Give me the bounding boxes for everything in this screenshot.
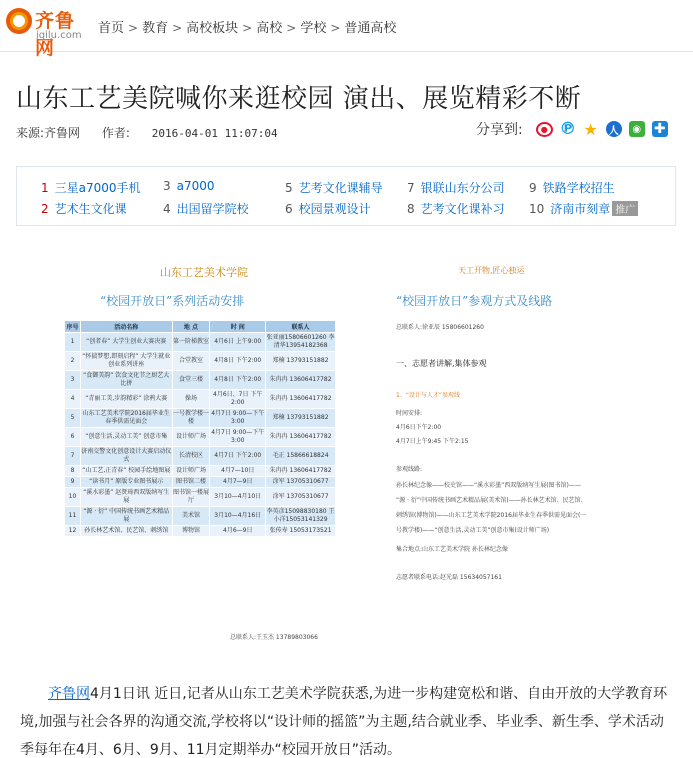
- table-cell: 4月8日 下午2:00: [210, 371, 266, 390]
- table-cell: 4月6日 上午9:00: [210, 333, 266, 352]
- table-cell: 长清校区: [172, 447, 210, 466]
- table-cell: 4月7—10日: [210, 466, 266, 477]
- breadcrumb-separator: >: [286, 21, 297, 35]
- table-cell: 李英彦15098830180 王小洋15053141329: [266, 507, 336, 526]
- table-cell: 4: [65, 390, 81, 409]
- table-row: [65, 447, 336, 466]
- table-row: [65, 333, 336, 352]
- table-cell: “食御美韵” 饮食文化节之厨艺大比拼: [80, 371, 172, 390]
- poster-contact: 总联系人:王玉杰 13789803066: [230, 634, 318, 641]
- share-label: 分享到:: [476, 122, 523, 138]
- route-info-line: 孙长林纪念像——校史馆——“溪水彩墨”西双版纳写生展(图书馆)——: [396, 482, 581, 489]
- route-info-line: 一、志愿者讲解,集体参观: [396, 359, 487, 368]
- rank-number: 6: [285, 202, 293, 216]
- related-link-text[interactable]: 艺考文化课辅导: [298, 181, 383, 195]
- table-cell: 11: [65, 507, 81, 526]
- related-link[interactable]: [163, 179, 215, 193]
- paragraph-text: 4月1日讯 近日,记者从山东工艺美术学院获悉,为进一步构建宽松和谐、自由开放的大学教育环境,加强与社会各界的沟通交流,学校将以“设计师的摇篮”为主题,结合就业季、毕业季、新生季、学术活动季每年在4月、6月、9月、11月定期举办“校园开放日”活动。: [20, 686, 668, 758]
- table-cell: 图书馆二楼: [172, 477, 210, 488]
- table-cell: “怀揣梦想,即刻启程” 大学生就业创业系列讲座: [80, 352, 172, 371]
- related-link[interactable]: [41, 179, 141, 196]
- table-cell: 美术馆: [172, 507, 210, 526]
- rank-number: 5: [285, 181, 293, 195]
- rank-number: 3: [163, 179, 171, 193]
- table-cell: 4月7—9日: [210, 477, 266, 488]
- table-cell: 9: [65, 477, 81, 488]
- table-cell: 3: [65, 371, 81, 390]
- table-cell: 图书馆一楼展厅: [172, 488, 210, 507]
- route-info-line: “源 · 衍”中国传统书画艺术精品展(美术馆)——孙长林艺术馆、民艺馆、: [396, 497, 587, 504]
- table-cell: 第一阶梯教室: [172, 333, 210, 352]
- related-link-text[interactable]: 校园景观设计: [298, 202, 371, 216]
- logo-text: 齐鲁网: [35, 10, 76, 59]
- table-cell: 4月8日 下午2:00: [210, 352, 266, 371]
- table-cell: “创者春” 大学生创业大赛决赛: [80, 333, 172, 352]
- table-cell: 合堂教室: [172, 352, 210, 371]
- related-link[interactable]: [529, 179, 615, 196]
- related-link-text[interactable]: 艺考文化课补习: [420, 202, 505, 216]
- table-cell: 朱冉冉 13606417782: [266, 466, 336, 477]
- table-cell: 操场: [172, 390, 210, 409]
- rank-number: 1: [41, 181, 49, 195]
- breadcrumb-separator: >: [242, 21, 253, 35]
- rank-number: 2: [41, 202, 49, 216]
- breadcrumb-school[interactable]: 学校: [300, 21, 327, 36]
- table-cell: 设计师广场: [172, 466, 210, 477]
- table-cell: 3月10—4月10日: [210, 488, 266, 507]
- table-cell: 朱冉冉 13606417782: [266, 371, 336, 390]
- table-cell: 10: [65, 488, 81, 507]
- table-cell: “源 · 衍” 中国传统书画艺术精品展: [80, 507, 172, 526]
- route-info-line: 号教学楼)——“创意生活,灵动工美”创意市集(设计师广场): [396, 527, 550, 534]
- route-info-line: 时间安排:: [396, 410, 423, 417]
- related-links-box: [16, 166, 676, 226]
- poster-school-logo: 山东工艺美术学院: [160, 266, 248, 279]
- table-cell: 8: [65, 466, 81, 477]
- table-row: [65, 428, 336, 447]
- table-cell: 设计师广场: [172, 428, 210, 447]
- article-author: 作者:: [101, 126, 130, 140]
- related-link[interactable]: [407, 179, 505, 196]
- table-cell: 郑楠 13793151882: [266, 352, 336, 371]
- table-cell: 郑楠 13793151882: [266, 409, 336, 428]
- breadcrumb-separator: >: [330, 21, 341, 35]
- weibo-icon[interactable]: ●: [536, 122, 553, 137]
- poster-left-title: “校园开放日”系列活动安排: [100, 294, 245, 308]
- table-cell: 1: [65, 333, 81, 352]
- schedule-table-body: [65, 333, 336, 537]
- source-link[interactable]: 齐鲁网: [48, 686, 90, 702]
- route-info-line: 参观线路:: [396, 466, 423, 473]
- table-cell: 涂军 13705310677: [266, 488, 336, 507]
- route-info-line: 志愿者联系电话:赵光磊 15634057161: [396, 574, 502, 581]
- table-row: [65, 466, 336, 477]
- table-cell: “山工艺,正青春” 校园手绘地图展: [80, 466, 172, 477]
- related-link[interactable]: [529, 200, 638, 217]
- rank-number: 4: [163, 202, 171, 216]
- schedule-table: [64, 320, 336, 537]
- table-cell: “创意生活,灵动工美” 创意市集: [80, 428, 172, 447]
- table-cell: 涂军 13705310677: [266, 477, 336, 488]
- breadcrumb-university-section[interactable]: 高校板块: [186, 21, 239, 36]
- breadcrumb-general-university[interactable]: 普通高校: [344, 21, 397, 36]
- table-header-row: [65, 321, 336, 333]
- route-info-line: 刺绣馆(博物馆)——山东工艺美术学院2016届毕业生春季供需见面会(一: [396, 512, 587, 519]
- table-row: [65, 409, 336, 428]
- table-row: [65, 390, 336, 409]
- related-link-text[interactable]: 三星a7000手机: [54, 181, 141, 195]
- rank-number: 9: [529, 181, 537, 195]
- table-cell: 12: [65, 526, 81, 537]
- article-title: 山东工艺美院喊你来逛校园 演出、展览精彩不断: [16, 84, 582, 114]
- table-cell: 4月7日 9:00—下午3:00: [210, 409, 266, 428]
- table-cell: “读书月” 原版专业图书展示: [80, 477, 172, 488]
- article-meta: [16, 124, 296, 141]
- route-info-line: 总联系人:徐亚辰 15806601260: [396, 324, 484, 331]
- related-link[interactable]: [41, 200, 127, 217]
- article-poster-image: [60, 262, 640, 647]
- related-link[interactable]: [285, 200, 371, 217]
- table-cell: 7: [65, 447, 81, 466]
- site-logo[interactable]: [6, 6, 90, 59]
- related-link[interactable]: [163, 200, 249, 217]
- top-header: [0, 0, 693, 59]
- share-bar: [476, 119, 668, 139]
- table-cell: 4月7日 9:00—下午3:00: [210, 428, 266, 447]
- table-cell: 张传寿 15053173521: [266, 526, 336, 537]
- table-row: [65, 507, 336, 526]
- qzone-icon[interactable]: ★: [583, 119, 598, 139]
- table-cell: 朱冉冉 13606417782: [266, 428, 336, 447]
- column-header: 时 间: [210, 321, 266, 333]
- table-cell: 朱冉冉 13606417782: [266, 390, 336, 409]
- table-cell: 2: [65, 352, 81, 371]
- pengyou-icon[interactable]: ℗: [559, 119, 577, 139]
- related-link-text[interactable]: a7000: [176, 179, 215, 193]
- table-row: [65, 526, 336, 537]
- breadcrumb-education[interactable]: 教育: [142, 21, 169, 36]
- table-cell: 4月6—9日: [210, 526, 266, 537]
- related-link-text[interactable]: 铁路学校招生: [542, 181, 615, 195]
- poster-right-title: “校园开放日”参观方式及线路: [396, 294, 553, 308]
- route-info-line: 4月7日上午9:45 下午2:15: [396, 438, 469, 445]
- rank-number: 7: [407, 181, 415, 195]
- table-cell: 张亚丽15806601260 李清华13954182368: [266, 333, 336, 352]
- table-cell: 博物馆: [172, 526, 210, 537]
- route-info-line: 1、“设计与人才”参观线: [396, 392, 461, 399]
- table-cell: 食堂三楼: [172, 371, 210, 390]
- ad-tag: 推广: [612, 201, 638, 216]
- breadcrumb: [98, 17, 396, 36]
- table-cell: 孙长林艺术馆、民艺馆、刺绣馆: [80, 526, 172, 537]
- table-cell: 一号教学楼一楼: [172, 409, 210, 428]
- related-link-text[interactable]: 银联山东分公司: [420, 181, 505, 195]
- table-row: [65, 352, 336, 371]
- related-link[interactable]: [285, 179, 383, 196]
- table-row: [65, 371, 336, 390]
- logo-ring-icon: [6, 8, 32, 34]
- table-row: [65, 488, 336, 507]
- breadcrumb-university[interactable]: 高校: [256, 21, 283, 36]
- plus-icon[interactable]: ✚: [652, 121, 668, 137]
- poster-slogan: 天工开物,匠心独运: [458, 266, 525, 275]
- article-time: 2016-04-01 11:07:04: [151, 127, 278, 140]
- breadcrumb-separator: >: [128, 21, 139, 35]
- table-cell: “溪水彩墨” 赵贤琦西双版纳写生展: [80, 488, 172, 507]
- table-cell: 山东工艺美术学院2016届毕业生春季供需见面会: [80, 409, 172, 428]
- logo-domain: iqilu.com: [36, 30, 82, 41]
- rank-number: 10: [529, 202, 545, 216]
- wechat-icon[interactable]: ◉: [629, 121, 645, 137]
- article-paragraph: [20, 680, 670, 758]
- table-cell: 6: [65, 428, 81, 447]
- related-link-text[interactable]: 济南市刻章: [550, 202, 611, 216]
- column-header: 地 点: [172, 321, 210, 333]
- table-cell: 4月6日、7日 下午2:00: [210, 390, 266, 409]
- route-info-line: 4月6日下午2:00: [396, 424, 442, 431]
- breadcrumb-home[interactable]: 首页: [98, 21, 125, 36]
- column-header: 联系人: [266, 321, 336, 333]
- column-header: 活动名称: [80, 321, 172, 333]
- table-row: [65, 477, 336, 488]
- article-source: 来源:齐鲁网: [16, 126, 81, 140]
- rank-number: 8: [407, 202, 415, 216]
- table-cell: 毛正 15866618824: [266, 447, 336, 466]
- table-cell: 5: [65, 409, 81, 428]
- table-cell: 4月7日 下午2:00: [210, 447, 266, 466]
- column-header: 序号: [65, 321, 81, 333]
- related-link-text[interactable]: 出国留学院校: [176, 202, 249, 216]
- table-cell: “青丽工美,步韵精彩” 涂鸦大赛: [80, 390, 172, 409]
- related-link[interactable]: [407, 200, 505, 217]
- table-cell: 3月10—4月16日: [210, 507, 266, 526]
- related-link-text[interactable]: 艺术生文化课: [54, 202, 127, 216]
- table-cell: 济南交警文化创意设计大赛启动仪式: [80, 447, 172, 466]
- renren-icon[interactable]: 人: [606, 121, 622, 137]
- breadcrumb-separator: >: [172, 21, 183, 35]
- route-info-line: 集合地点:山东工艺美术学院 孙长林纪念像: [396, 546, 508, 553]
